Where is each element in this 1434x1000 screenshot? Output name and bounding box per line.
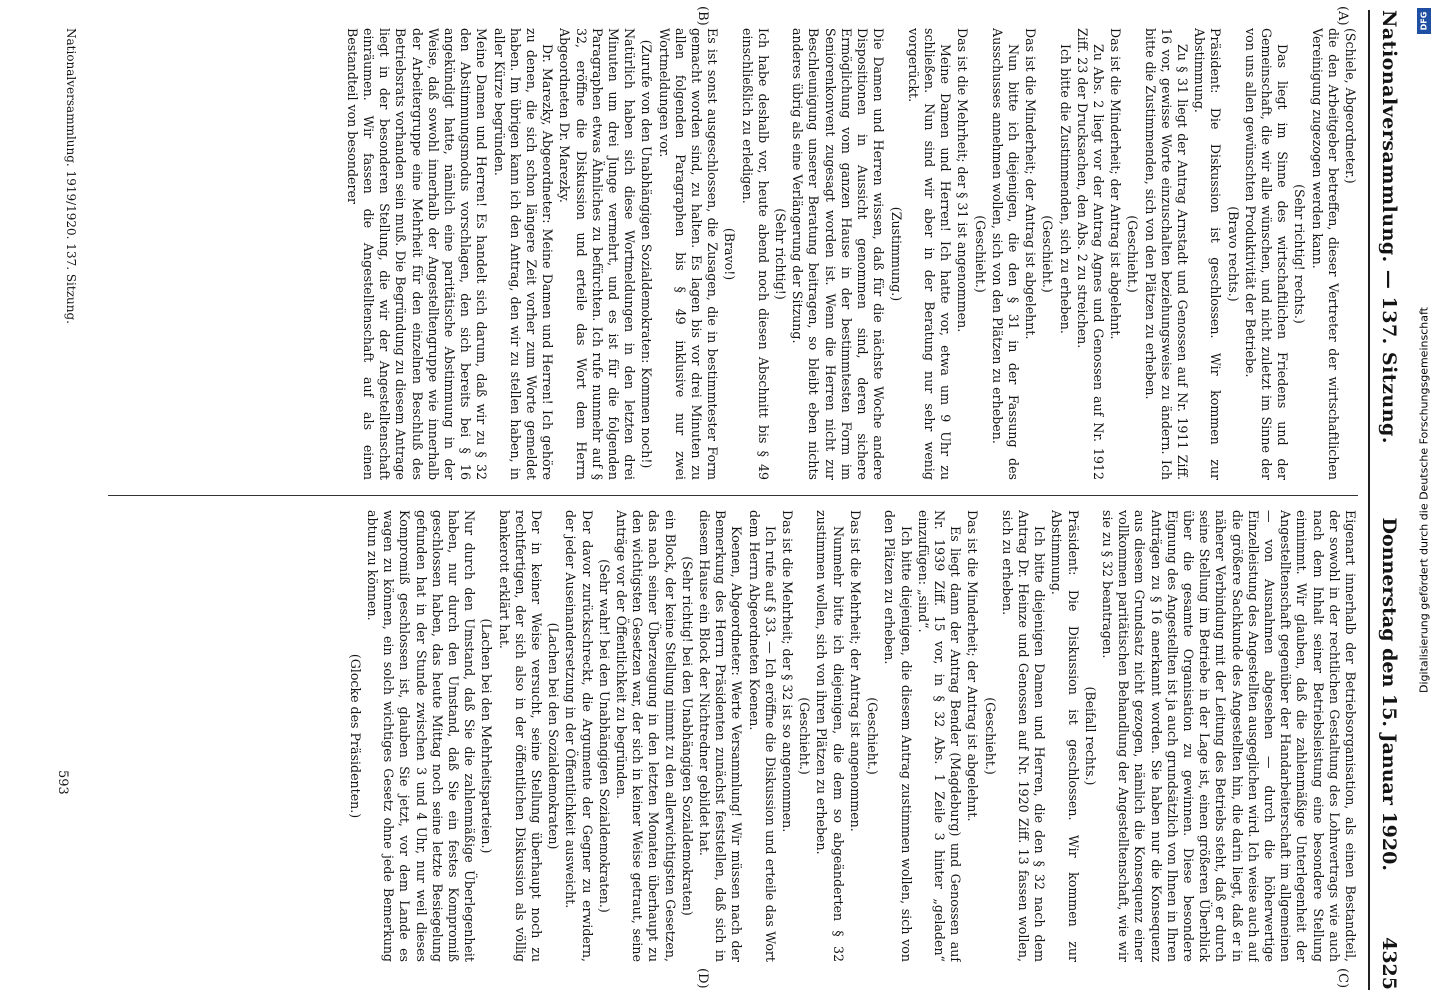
paragraph: Das ist die Minderheit; der Antrag ist abgelehnt. [965,510,981,822]
paragraph: Nun bitte ich diejenigen, die den § 31 in der Fassung des Ausschusses annehmen wollen, sich von den Plätzen zu erheben. [989,28,1021,480]
paragraph: (Geschieht.) [865,697,881,775]
digitization-notice [1416,20,1432,980]
sheet-number: 593 [55,770,70,795]
paragraph: Meine Damen und Herren! Es handelt sich darum, daß wir zu § 32 den Abstimmungsmodus vorschlagen, den sich bereits bei § 16 angekündigt hatte, nämlich eine paritätische Abstimmung in der Weise, daß sowohl innerhalb der Angestelltengruppe wie innerhalb der Arbeitergruppe eine Mehrheit für den einzelnen Beschluß des Betriebsrats vorhanden sein muß. Die Begründung zu diesem Antrage liegt in der besonderen Stellung, die wir der Angestelltenschaft einräumen. Wir fassen die Angestelltenschaft auf als einen Bestandteil von besonderer [344,28,490,480]
paragraph: Das ist die Minderheit; der Antrag ist abgelehnt. [1108,28,1124,340]
digitization-text: Digitalisierung gefördert durch die Deutsche Forschungsgemeinschaft [1417,307,1431,693]
paragraph: (Schiele, Abgeordneter.) [1343,28,1358,184]
paragraph: (Sehr richtig!) [773,208,789,300]
header-date-and-page [1378,518,1400,990]
paragraph: (Sehr richtig! bei den Unabhängigen Sozialdemokraten) [679,556,695,916]
left-text-column [88,28,1358,480]
header-date: Donnerstag den 15. Januar 1920. [1378,517,1400,871]
column-divider [108,495,1358,496]
header-page-number: 4325 [1378,937,1400,990]
paragraph: Zu § 31 liegt der Antrag Arnstadt und Genossen auf Nr. 1911 Ziff. 16 vor, gewisse Worte einzuschalten beziehungsweise zu ändern. Ich bitte die Zustimmenden, sich von den Plätzen zu erheben. [1142,28,1190,480]
paragraph: Ich bitte die Zustimmenden, sich zu erheben. [1057,44,1073,334]
paragraph: Nur durch den Umstand, daß Sie die zahlenmäßige Überlegenheit haben, nur durch den Umstand, daß Sie ein festes Kompromiß geschlossen haben, das heute Mittag noch seine letzte Besiegelung gefunden hat in der Stunde zwischen 3 und 4 Uhr, nur weil dieses Kompromiß geschlossen ist, glauben Sie jetzt, vor dem Lande es wagen zu können, ein solch wichtiges Gesetz ohne jede Bemerkung abtun zu können. [365,510,478,962]
page-header [1368,10,1410,990]
paragraph: (Bravo!) [722,227,738,281]
paragraph: Natürlich haben sich diese Wortmeldungen in den letzten drei Minuten um drei Junge vermehrt, und es ist für die folgenden Paragraphen etwas Ähnliches zu befürchten. Ich rufe nunmehr auf § 32, eröffne die Diskussion und erteile das Wort dem Herrn Abgeordneten Dr. Marezky. [557,28,638,480]
paragraph: (Lachen bei den Sozialdemokraten) [546,622,562,850]
paragraph: (Bravo rechts.) [1225,206,1241,302]
paragraph: (Glocke des Präsidenten.) [347,653,363,819]
paragraph: Präsident: Die Diskussion ist geschlossen. Wir kommen zur Abstimmung. [1192,28,1224,480]
paragraph: die den Arbeitgeber betreffen, dieser Vertreter der wirtschaftlichen Vereinigung zugezogen werden kann. [1309,28,1341,480]
paragraph: (Beifall rechts.) [1082,686,1098,786]
paragraph: Präsident: Die Diskussion ist geschlossen. Wir kommen zur Abstimmung. [1049,510,1081,962]
paragraph: (Sehr wahr! bei den Unabhängigen Sozialdemokraten.) [596,559,612,913]
header-session-title: Nationalversammlung. — 137. Sitzung. [1378,10,1400,444]
paragraph: Das ist die Mehrheit; der § 31 ist angenommen. [955,28,971,333]
paragraph: (Geschieht.) [797,697,813,775]
paragraph: Eigenart innerhalb der Betriebsorganisation, als einen Bestandteil, der sowohl in der rechtlichen Gestaltung des Lohnvertrags wie auch nach dem Inhalt seiner Betriebsleistung eine besondere Stellung einnimmt. Wir glauben, daß die zahlenmäßige Unterlegenheit der Angestelltenschaft gegenüber der Handarbeiterschaft im allgemeinen — von Ausnahmen abgesehen — durch die höherwertige Einzelleistung des Angestellten ausgeglichen wird. Ich weise auch auf die größere Sachkunde des Angestellten hin, die darin liegt, daß er in näherer Verbindung mit der Leitung des Betriebs steht, daß er durch seine Stellung im Betriebe in der Lage ist, einen größeren Überblick über die gesamte Organisation zu gewinnen. Diese besondere Eignung des Angestellten ist ja auch grundsätzlich von Ihnen in Ihren Anträgen zu § 16 anerkannt worden. Sie haben nur die Konsequenz aus diesem Grundsatz nicht gezogen, nämlich die Konsequenz einer vollkommen paritätischen Behandlung der Angestelltenschaft, wie wir sie zu § 32 beantragen. [1099,510,1358,962]
paragraph: Ich habe deshalb vor, heute abend noch diesen Abschnitt bis § 49 einschließlich zu erledigen. [739,28,771,480]
paragraph: (Zurufe von den Unabhängigen Sozialdemokraten: Kommen noch!) [639,39,655,469]
margin-marker-c: (C) [1335,968,1350,989]
paragraph: Das ist die Mehrheit; der § 32 ist so angenommen. [780,510,796,833]
page-footer: Nationalversammlung. 1919/1920. 137. Sitzung. [64,28,78,324]
paragraph: Nunmehr bitte ich diejenigen, die dem so abgeänderten § 32 zustimmen wollen, sich von ihren Plätzen zu erheben. [814,510,846,962]
paragraph: (Geschieht.) [1125,215,1141,293]
paragraph: (Lachen bei den Mehrheitsparteien.) [479,618,495,854]
paragraph: Zu Abs. 2 liegt vor der Antrag Agnes und Genossen auf Nr. 1912 Ziff. 23 der Drucksachen, den Abs. 2 zu streichen. [1074,28,1106,480]
paragraph: Dr. Marezky, Abgeordneter: Meine Damen und Herren! Ich gehöre zu denen, die sich schon längere Zeit vorher zum Worte gemeldet haben. Im übrigen kann ich den Antrag, den wir zu stellen haben, in aller Kürze begründen. [491,28,556,480]
paragraph: (Geschieht.) [972,215,988,293]
paragraph: Es liegt dann der Antrag Bender (Magdeburg) und Genossen auf Nr. 1939 Ziff. 15 vor, in § 32 Abs. 1 Zeile 3 hinter „geladen“ einzufügen: „sind“. [915,510,964,962]
paragraph: Koenen, Abgeordneter: Werte Versammlung! Wir müssen nach der Bemerkung des Herrn Präsidenten zunächst feststellen, daß sich in diesem Hause ein Block der Nichtredner gebildet hat. [697,510,745,962]
document-page [10,6,1410,990]
paragraph: (Zustimmung.) [888,206,904,302]
paragraph: Das ist die Mehrheit; der Antrag ist angenommen. [847,510,863,832]
margin-marker-a: (A) [1335,6,1350,26]
paragraph: Die Damen und Herren wissen, daß für die nächste Woche andere Dispositionen in Aussicht genommen sind, deren sichere Ermöglichung vom ganzen Hause in der bestimmtesten Form im Seniorenkonvent zugesagt worden ist. Wenn die Herren nicht zur Beschleunigung unserer Beratung beitragen, so bleibt eben nichts anderes übrig als eine Verlängerung der Sitzung. [790,28,887,480]
paragraph: (Geschieht.) [982,697,998,775]
paragraph: Es ist sonst ausgeschlossen, die Zusagen, die in bestimmtester Form gemacht worden sind, zu halten. Es lagen bis vor drei Minuten zu allen folgenden Paragraphen bis § 49 inklusive nur zwei Wortmeldungen vor. [656,28,721,480]
paragraph: Ich bitte diejenigen Damen und Herren, die den § 32 nach dem Antrag Dr. Heinze und Genossen auf Nr. 1920 Ziff. 13 fassen wollen, sich zu erheben. [999,510,1048,962]
paragraph: (Sehr richtig! rechts.) [1292,184,1308,324]
margin-marker-d: (D) [695,968,710,989]
paragraph: Ich rufe auf § 33. — Ich eröffne die Diskussion und erteile das Wort dem Herrn Abgeordneten Koenen. [746,510,778,962]
paragraph: ein Block, der keine Stellung nimmt zu den allerwichtigsten Gesetzen, das nach seiner Überzeugung in den letzten Monaten überhaupt zu den wichtigsten Gesetzen war, der sich in keiner Weise getraut, seine Anträge vor der Öffentlichkeit zu begründen. [614,510,678,962]
paragraph: Das ist die Minderheit; der Antrag ist abgelehnt. [1023,28,1039,340]
right-text-column [88,510,1358,962]
margin-marker-b: (B) [695,6,710,26]
paragraph: Der in keiner Weise versucht, seine Stellung überhaupt noch zu rechtfertigen, der sich also in der öffentlichen Diskussion als völlig bankerott erklärt hat. [496,510,545,962]
dfg-logo-icon: DFG [1417,8,1431,34]
paragraph: Der davor zurückschreckt, die Argumente der Gegner zu erwidern, der jeder Auseinandersetzung in der Öffentlichkeit ausweicht. [563,510,595,962]
paragraph: (Geschieht.) [1040,215,1056,293]
paragraph: Ich bitte diejenigen, die diesem Antrag zustimmen wollen, sich von den Plätzen zu erheben. [882,510,914,962]
paragraph: Das liegt im Sinne des wirtschaftlichen Friedens und der Gemeinschaft, die wir alle wünschen, und nicht zuletzt im Sinne der von uns allen gewünschten Produktivität der Betriebe. [1242,28,1291,480]
paragraph: Meine Damen und Herren! Ich hatte vor, etwa um 9 Uhr zu schließen. Nun sind wir aber in der Beratung nur sehr wenig vorgerückt. [905,28,954,480]
